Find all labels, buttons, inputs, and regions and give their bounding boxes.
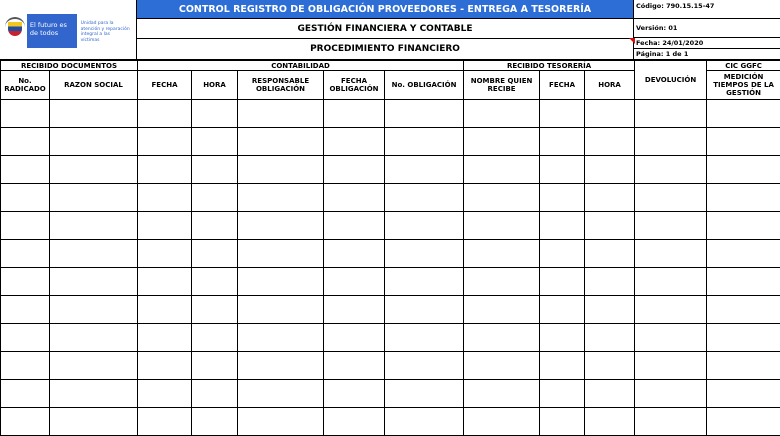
table-cell[interactable] [635, 184, 707, 212]
table-cell[interactable] [385, 184, 464, 212]
table-cell[interactable] [238, 380, 324, 408]
table-cell[interactable] [385, 408, 464, 436]
table-row [1, 100, 780, 128]
table-cell[interactable] [50, 100, 138, 128]
table-cell[interactable] [635, 324, 707, 352]
table-cell[interactable] [540, 184, 585, 212]
table-cell[interactable] [138, 268, 192, 296]
table-cell[interactable] [50, 156, 138, 184]
table-cell[interactable] [464, 184, 540, 212]
group-cic-ggfc: CIC GGFC [707, 61, 780, 71]
table-row [1, 156, 780, 184]
table-cell[interactable] [540, 324, 585, 352]
table-cell[interactable] [50, 212, 138, 240]
table-cell[interactable] [1, 128, 50, 156]
table-row [1, 296, 780, 324]
table-cell[interactable] [238, 184, 324, 212]
table-cell[interactable] [1, 380, 50, 408]
meta-fecha: Fecha: 24/01/2020 [634, 38, 780, 49]
table-cell[interactable] [238, 352, 324, 380]
table-cell[interactable] [192, 128, 238, 156]
table-cell[interactable] [707, 212, 780, 240]
table-cell[interactable] [138, 100, 192, 128]
table-cell[interactable] [385, 296, 464, 324]
table-cell[interactable] [635, 408, 707, 436]
col-nombre-quien-recibe: NOMBRE QUIEN RECIBE [464, 71, 540, 100]
table-row [1, 380, 780, 408]
table-cell[interactable] [1, 296, 50, 324]
table-cell[interactable] [1, 100, 50, 128]
table-cell[interactable] [385, 324, 464, 352]
coat-of-arms-icon [4, 14, 25, 44]
table-cell[interactable] [324, 184, 385, 212]
table-cell[interactable] [1, 324, 50, 352]
table-cell[interactable] [585, 240, 635, 268]
table-cell[interactable] [324, 296, 385, 324]
table-cell[interactable] [192, 184, 238, 212]
table-cell[interactable] [707, 128, 780, 156]
table-cell[interactable] [585, 380, 635, 408]
register-table [0, 60, 780, 436]
table-cell[interactable] [585, 212, 635, 240]
table-cell[interactable] [707, 296, 780, 324]
table-cell[interactable] [192, 408, 238, 436]
table-cell[interactable] [464, 268, 540, 296]
table-cell[interactable] [138, 240, 192, 268]
table-cell[interactable] [324, 324, 385, 352]
table-cell[interactable] [385, 240, 464, 268]
table-cell[interactable] [50, 324, 138, 352]
table-cell[interactable] [585, 408, 635, 436]
table-cell[interactable] [385, 352, 464, 380]
table-cell[interactable] [238, 296, 324, 324]
table-cell[interactable] [324, 240, 385, 268]
table-cell[interactable] [192, 352, 238, 380]
col-fecha-tesoreria: FECHA [540, 71, 585, 100]
table-cell[interactable] [540, 268, 585, 296]
col-fecha-obligacion: FECHA OBLIGACIÓN [324, 71, 385, 100]
table-cell[interactable] [238, 268, 324, 296]
table-cell[interactable] [192, 296, 238, 324]
table-cell[interactable] [238, 240, 324, 268]
table-cell[interactable] [50, 296, 138, 324]
comment-marker-icon [629, 38, 635, 44]
table-cell[interactable] [192, 380, 238, 408]
meta-codigo: Código: 790.15.15-47 [634, 0, 780, 19]
table-cell[interactable] [192, 268, 238, 296]
table-cell[interactable] [1, 184, 50, 212]
table-cell[interactable] [324, 212, 385, 240]
table-cell[interactable] [707, 352, 780, 380]
table-cell[interactable] [1, 156, 50, 184]
table-row [1, 240, 780, 268]
table-cell[interactable] [138, 212, 192, 240]
unit-tag: Unidad para la atención y reparación integral a las víctimas [77, 14, 130, 48]
table-cell[interactable] [324, 128, 385, 156]
col-responsable-obligacion: RESPONSABLE OBLIGACIÓN [238, 71, 324, 100]
table-cell[interactable] [464, 212, 540, 240]
table-cell[interactable] [324, 408, 385, 436]
group-recibido-documentos: RECIBIDO DOCUMENTOS [1, 61, 138, 71]
table-cell[interactable] [138, 324, 192, 352]
table-cell[interactable] [324, 268, 385, 296]
col-fecha: FECHA [138, 71, 192, 100]
group-contabilidad: CONTABILIDAD [138, 61, 464, 71]
table-cell[interactable] [635, 100, 707, 128]
table-cell[interactable] [707, 100, 780, 128]
table-row [1, 352, 780, 380]
table-row [1, 212, 780, 240]
table-cell[interactable] [540, 380, 585, 408]
table-cell[interactable] [707, 268, 780, 296]
table-cell[interactable] [50, 380, 138, 408]
table-row [1, 184, 780, 212]
table-cell[interactable] [50, 240, 138, 268]
table-cell[interactable] [385, 128, 464, 156]
table-cell[interactable] [50, 408, 138, 436]
logo-block [0, 0, 137, 60]
table-cell[interactable] [1, 408, 50, 436]
table-cell[interactable] [192, 324, 238, 352]
table-cell[interactable] [540, 212, 585, 240]
group-recibido-tesoreria: RECIBIDO TESORERÍA [464, 61, 635, 71]
table-row [1, 268, 780, 296]
meta-version: Versión: 01 [634, 19, 780, 38]
table-cell[interactable] [707, 408, 780, 436]
table-cell[interactable] [324, 156, 385, 184]
table-cell[interactable] [585, 184, 635, 212]
table-cell[interactable] [635, 380, 707, 408]
table-cell[interactable] [540, 128, 585, 156]
table-cell[interactable] [585, 156, 635, 184]
table-cell[interactable] [324, 100, 385, 128]
table-cell[interactable] [138, 352, 192, 380]
table-cell[interactable] [635, 240, 707, 268]
table-cell[interactable] [464, 324, 540, 352]
table-cell[interactable] [385, 156, 464, 184]
table-cell[interactable] [192, 240, 238, 268]
table-cell[interactable] [50, 352, 138, 380]
col-no-radicado: No. RADICADO [1, 71, 50, 100]
table-cell[interactable] [707, 240, 780, 268]
col-medicion-tiempos: MEDICIÓN TIEMPOS DE LA GESTIÓN [707, 71, 780, 100]
table-cell[interactable] [707, 380, 780, 408]
meta-pagina: Página: 1 de 1 [634, 49, 780, 60]
table-cell[interactable] [464, 100, 540, 128]
table-cell[interactable] [324, 380, 385, 408]
table-row [1, 408, 780, 436]
table-cell[interactable] [385, 268, 464, 296]
table-cell[interactable] [192, 100, 238, 128]
table-cell[interactable] [707, 324, 780, 352]
table-cell[interactable] [138, 296, 192, 324]
table-cell[interactable] [464, 296, 540, 324]
table-cell[interactable] [50, 128, 138, 156]
col-razon-social: RAZON SOCIAL [50, 71, 138, 100]
table-cell[interactable] [385, 380, 464, 408]
table-cell[interactable] [585, 128, 635, 156]
table-cell[interactable] [138, 128, 192, 156]
table-cell[interactable] [540, 408, 585, 436]
table-cell[interactable] [585, 268, 635, 296]
table-row [1, 128, 780, 156]
table-cell[interactable] [192, 212, 238, 240]
table-cell[interactable] [464, 380, 540, 408]
col-hora-tesoreria: HORA [585, 71, 635, 100]
table-cell[interactable] [192, 156, 238, 184]
form-title: CONTROL REGISTRO DE OBLIGACIÓN PROVEEDORES - ENTREGA A TESORERÍA [137, 0, 634, 19]
table-cell[interactable] [50, 184, 138, 212]
table-cell[interactable] [707, 184, 780, 212]
table-body [1, 100, 780, 436]
table-cell[interactable] [464, 156, 540, 184]
table-cell[interactable] [238, 156, 324, 184]
table-cell[interactable] [540, 352, 585, 380]
table-cell[interactable] [635, 212, 707, 240]
table-cell[interactable] [238, 408, 324, 436]
col-no-obligacion: No. OBLIGACIÓN [385, 71, 464, 100]
form-subtitle-area: GESTIÓN FINANCIERA Y CONTABLE [137, 19, 634, 39]
table-cell[interactable] [238, 128, 324, 156]
table-cell[interactable] [138, 380, 192, 408]
table-cell[interactable] [1, 352, 50, 380]
table-cell[interactable] [238, 324, 324, 352]
table-cell[interactable] [464, 408, 540, 436]
table-cell[interactable] [635, 128, 707, 156]
table-cell[interactable] [464, 128, 540, 156]
logo [4, 14, 130, 48]
table-cell[interactable] [1, 268, 50, 296]
table-cell[interactable] [385, 212, 464, 240]
table-cell[interactable] [540, 156, 585, 184]
table-cell[interactable] [50, 268, 138, 296]
table-cell[interactable] [138, 408, 192, 436]
table-cell[interactable] [540, 296, 585, 324]
table-cell[interactable] [585, 352, 635, 380]
table-cell[interactable] [585, 324, 635, 352]
government-tag: El futuro es de todos [27, 14, 77, 48]
table-cell[interactable] [585, 296, 635, 324]
col-hora: HORA [192, 71, 238, 100]
table-cell[interactable] [635, 296, 707, 324]
form-subtitle-procedure: PROCEDIMIENTO FINANCIERO [137, 39, 634, 60]
table-cell[interactable] [1, 240, 50, 268]
table-cell[interactable] [707, 156, 780, 184]
table-cell[interactable] [1, 212, 50, 240]
table-cell[interactable] [238, 212, 324, 240]
col-devolucion: DEVOLUCIÓN [635, 61, 707, 100]
table-cell[interactable] [138, 156, 192, 184]
table-cell[interactable] [540, 100, 585, 128]
table-cell[interactable] [540, 240, 585, 268]
table-cell[interactable] [138, 184, 192, 212]
table-cell[interactable] [324, 352, 385, 380]
table-cell[interactable] [464, 352, 540, 380]
table-cell[interactable] [635, 268, 707, 296]
table-cell[interactable] [635, 156, 707, 184]
table-cell[interactable] [385, 100, 464, 128]
table-cell[interactable] [585, 100, 635, 128]
table-row [1, 324, 780, 352]
table-cell[interactable] [238, 100, 324, 128]
table-cell[interactable] [464, 240, 540, 268]
table-cell[interactable] [635, 352, 707, 380]
